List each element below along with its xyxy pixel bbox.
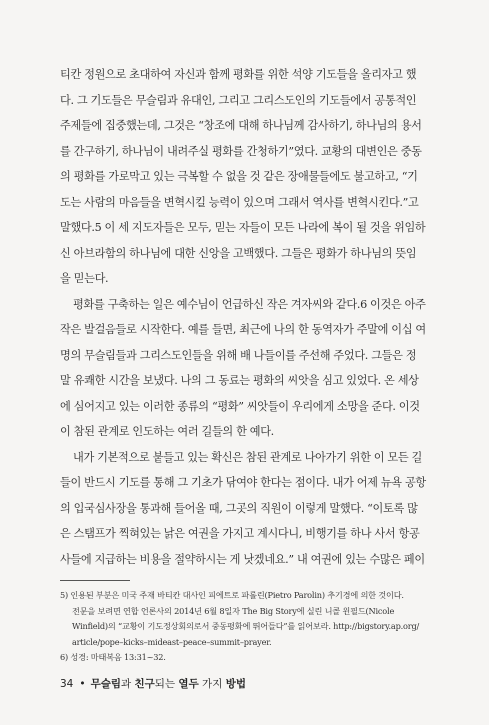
bullet-separator: • (79, 678, 86, 690)
title-segment: 가지 (198, 678, 226, 690)
footnotes (60, 588, 435, 666)
text-line: 작은 발걸음들로 시작한다. 예를 들면, 최근에 나의 한 동역자가 주말에 이십 여 (60, 323, 426, 336)
paragraph-1 (60, 62, 435, 292)
text-line: 도는 사람의 마음들을 변혁시킬 능력이 있으며 그래서 역사를 변혁시킨다.”고 (60, 195, 419, 209)
footnote-line: 5) 인용된 부분은 미국 주재 바티칸 대사인 피에트로 파롤린(Pietro Parolin) 추기경에 의한 것이다. (60, 590, 404, 600)
running-title (91, 678, 246, 690)
footnote-divider (60, 580, 130, 581)
text-line: 은 스탬프가 찍혀있는 낡은 여권을 가지고 계시다니, 비행기를 하나 사서 항공 (60, 527, 420, 540)
title-segment: 방법 (225, 678, 246, 690)
page-footer (60, 676, 246, 691)
text-line: 명의 무슬림들과 그리스도인들을 위해 배 나들이를 주선해 주었다. 그들은 정 (60, 348, 417, 362)
title-segment: 무슬림 (90, 678, 122, 690)
footnote-line: 전문을 보려면 연합 언론사의 2014년 6월 8일자 The Big Story에 실린 니콜 윈필드(Nicole (72, 605, 395, 616)
title-segment: 열두 (178, 678, 199, 690)
body-text (60, 62, 435, 572)
text-line: 사들에 지급하는 비용을 절약하시는 게 낫겠네요.” 내 여권에 있는 수많은 페이 (60, 552, 425, 566)
text-line: 다. 그 기도들은 무슬림과 유대인, 그리고 그리스도인의 기도들에서 공통적인 (60, 93, 417, 107)
text-line: 에 심어지고 있는 이러한 종류의 “평화” 씨앗들이 우리에게 소망을 준다. 이것 (60, 399, 420, 413)
text-line: 내가 기본적으로 붙들고 있는 확신은 참된 관계로 나아가기 위한 이 모든 길 (73, 450, 422, 464)
text-line: 티칸 정원으로 초대하여 자신과 함께 평화를 위한 석양 기도들을 올리자고 했 (60, 68, 417, 81)
text-line: 을 믿는다. (60, 272, 109, 285)
footnote-line: article/pope–kicks–mideast–peace–summit–prayer. (72, 636, 272, 647)
footnote-line: 6) 성경: 마태복음 13:31~32. (60, 652, 166, 662)
title-segment: 친구 (134, 678, 155, 690)
text-line: 의 입국심사장을 통과해 들어올 때, 그곳의 직원이 이렇게 말했다. “이토록 많 (60, 501, 418, 515)
text-line: 평화를 구축하는 일은 예수님이 언급하신 작은 겨자씨와 같다.6 이것은 아주 (73, 297, 426, 311)
text-line: 들이 반드시 기도를 통해 그 기초가 닦여야 한다는 점이다. 내가 어제 뉴욕 공항 (60, 476, 426, 489)
title-segment: 되는 (154, 678, 179, 690)
title-segment: 과 (121, 678, 135, 690)
text-line: 말 유쾌한 시간을 보냈다. 나의 그 동료는 평화의 씨앗을 심고 있었다. 온 세상 (60, 374, 419, 387)
text-line: 를 간구하기, 하나님이 내려주실 평화를 간청하기”였다. 교황의 대변인은 중동 (60, 144, 422, 158)
footnote-line: Winfield)의 “교황이 기도정상회의로서 중동평화에 뛰어들다”를 읽어보라. http://bigstory.ap.org/ (72, 621, 420, 631)
paragraph-2 (60, 292, 435, 445)
text-line: 의 평화를 가로막고 있는 극복할 수 없을 것 같은 장애물들에도 불고하고, “기 (60, 170, 418, 183)
footnote-6 (60, 650, 435, 666)
text-line: 이 참된 관계로 인도하는 여러 길들의 한 예다. (60, 425, 274, 438)
paragraph-3 (60, 445, 435, 573)
footnote-5 (60, 588, 435, 650)
page-number: 34 (60, 678, 74, 690)
text-line: 말했다.5 이 세 지도자들은 모두, 믿는 자들이 모든 나라에 복이 될 것을 위임하 (60, 221, 426, 234)
text-line: 주제들에 집중했는데, 그것은 “창조에 대해 하나님께 감사하기, 하나님의 용서 (60, 119, 422, 132)
text-line: 신 아브라함의 하나님에 대한 신앙을 고백했다. 그들은 평화가 하나님의 뜻임 (60, 246, 417, 260)
